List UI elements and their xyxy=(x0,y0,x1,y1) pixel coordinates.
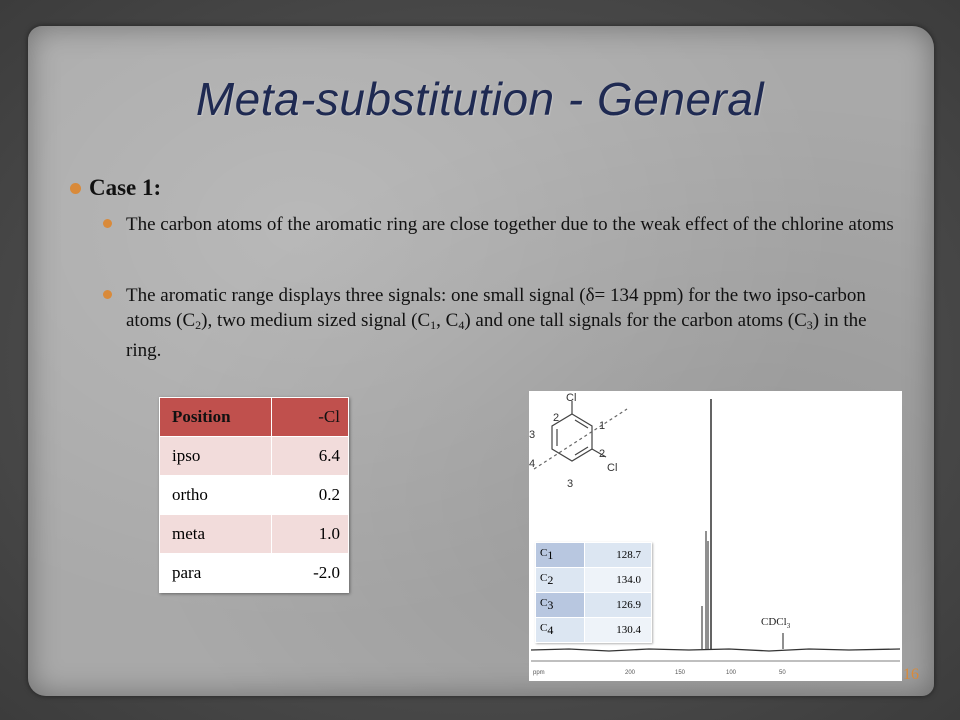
axis-tick-label: 200 xyxy=(625,670,636,676)
table-header-cell: Position xyxy=(160,398,272,437)
spectrum-baseline xyxy=(531,649,900,651)
table-cell: ortho xyxy=(160,476,272,515)
carbon-label: $C_3$ xyxy=(536,593,585,618)
slide-title: Meta-substitution - General xyxy=(195,73,765,125)
position-label: 2 xyxy=(553,412,560,424)
sub-bullet-2-text: The aromatic range displays three signals: one small signal (δ= 134 ppm) for the two ipso-carbon atoms $(C_2)$, two medium sized signal ($C_1$, $C_4$) and one tall signals for the carbon atoms $(C_3)$ in the ring. xyxy=(126,285,867,361)
table-header-row xyxy=(160,398,349,437)
symmetry-line xyxy=(534,409,627,469)
table-header-cell: -Cl xyxy=(272,398,349,437)
chlorine-label: Cl xyxy=(607,462,618,474)
table-row xyxy=(160,437,349,476)
shift-value: 130.4 xyxy=(585,618,652,643)
position-label: 4 xyxy=(529,458,536,470)
table-row xyxy=(536,618,652,643)
case-label: Case 1: xyxy=(89,175,162,200)
table-row xyxy=(160,515,349,554)
table-cell: para xyxy=(160,554,272,593)
axis-tick-label: 150 xyxy=(675,670,686,676)
table-row xyxy=(160,476,349,515)
table-cell: -2.0 xyxy=(272,554,349,593)
molecule-structure xyxy=(534,401,627,469)
position-label: 1 xyxy=(599,420,606,432)
page-number: 16 xyxy=(903,666,919,683)
table-cell: 6.4 xyxy=(272,437,349,476)
table-row xyxy=(536,543,652,568)
table-cell: ipso xyxy=(160,437,272,476)
table-cell: 0.2 xyxy=(272,476,349,515)
chlorine-label: Cl xyxy=(566,392,577,404)
axis-unit-label: ppm xyxy=(533,670,545,676)
shift-value: 128.7 xyxy=(585,543,652,568)
position-label: 2 xyxy=(599,448,606,460)
table-row xyxy=(536,593,652,618)
axis-tick-label: 50 xyxy=(779,670,786,676)
bullet-dot-icon xyxy=(103,219,112,228)
carbon-label: $C_4$ xyxy=(536,618,585,643)
carbon-label: $C_2$ xyxy=(536,568,585,593)
carbon-label: $C_1$ xyxy=(536,543,585,568)
shift-value: 126.9 xyxy=(585,593,652,618)
delta-symbol: δ xyxy=(585,285,595,306)
solvent-label: CDCl$_3$ xyxy=(761,616,791,630)
table-cell: meta xyxy=(160,515,272,554)
spectrum-peaks xyxy=(702,399,783,649)
case-bullet xyxy=(70,175,161,201)
shift-value: 134.0 xyxy=(585,568,652,593)
substituent-increment-table xyxy=(159,397,349,593)
axis-tick-label: 100 xyxy=(726,670,737,676)
position-label: 3 xyxy=(529,429,536,441)
sub-bullet-1-text: The carbon atoms of the aromatic ring are close together due to the weak effect of the chlorine atoms xyxy=(126,214,894,235)
table-row xyxy=(536,568,652,593)
position-label: 3 xyxy=(567,478,574,490)
bullet-dot-icon xyxy=(70,183,81,194)
bullet-dot-icon xyxy=(103,290,112,299)
table-row xyxy=(160,554,349,593)
chemical-shift-table xyxy=(535,542,652,643)
sub-bullet-2 xyxy=(103,283,903,363)
sub-bullet-1 xyxy=(103,212,903,237)
table-cell: 1.0 xyxy=(272,515,349,554)
